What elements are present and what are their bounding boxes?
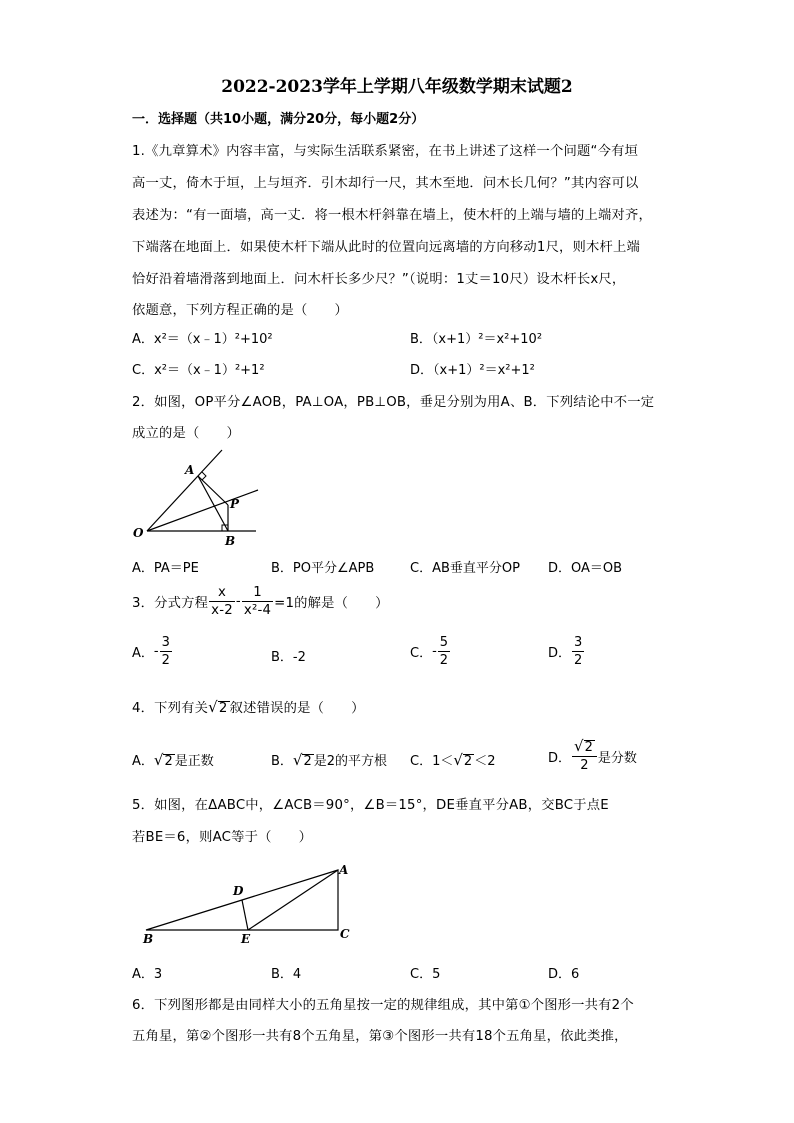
q1-option-d[interactable]: D．（x+1）²＝x²+1² — [410, 363, 535, 378]
figure-label-a: A — [185, 463, 195, 477]
inequality-right: ＜2 — [474, 754, 496, 769]
sqrt-icon: √ — [208, 698, 218, 716]
radicand: 2 — [164, 754, 173, 769]
sqrt-icon: √ — [574, 737, 584, 755]
q4-option-d[interactable] — [548, 738, 637, 774]
q3-stem-prefix: 3．分式方程 — [132, 596, 209, 611]
q3-option-c[interactable] — [410, 634, 451, 669]
q4-option-c[interactable] — [410, 750, 495, 769]
q2-line: 2．如图，OP平分∠AOB，PA⊥OA，PB⊥OB，垂足分别为用A、B．下列结论中不一定 — [132, 395, 655, 410]
option-fraction — [438, 634, 450, 669]
q4-stem — [132, 697, 365, 716]
fraction-denominator: 2 — [580, 758, 589, 773]
figure-label-a: A — [339, 863, 349, 877]
q1-line: 依题意，下列方程正确的是（ ） — [132, 303, 348, 318]
q5-option-b[interactable]: B．4 — [271, 967, 302, 982]
q2-option-b[interactable]: B．PO平分∠APB — [271, 561, 375, 576]
radicand: 2 — [584, 740, 593, 755]
q3-fraction-1 — [209, 584, 235, 619]
fraction-numerator: 3 — [161, 635, 170, 650]
figure-label-e: E — [241, 932, 251, 946]
fraction-numerator: 3 — [574, 635, 583, 650]
option-letter: B． — [271, 754, 293, 769]
q5-option-c[interactable]: C．5 — [410, 967, 441, 982]
option-fraction — [160, 634, 172, 669]
q3-option-d[interactable] — [548, 634, 585, 669]
fraction-denominator: x²-4 — [243, 603, 272, 618]
fraction-numerator: x — [209, 584, 235, 602]
q2-option-d[interactable]: D．OA＝OB — [548, 561, 623, 576]
q1-option-b[interactable]: B．（x+1）²＝x²+10² — [410, 332, 543, 347]
option-letter: D． — [548, 750, 572, 766]
q3-option-b[interactable] — [271, 646, 306, 665]
option-text: 是2的平方根 — [313, 754, 388, 769]
page-title: 2022-2023学年上学期八年级数学期末试题2 — [221, 77, 573, 97]
sqrt-icon: √ — [453, 751, 463, 769]
q3-stem — [132, 584, 389, 619]
figure-label-o: O — [133, 526, 144, 540]
option-letter: A． — [132, 646, 154, 661]
q5-line: 5．如图，在ΔABC中，∠ACB＝90°，∠B＝15°，DE垂直平分AB，交BC于点E — [132, 798, 609, 813]
q1-option-a[interactable]: A．x²＝（x﹣1）²+10² — [132, 332, 273, 347]
q6-line: 6．下列图形都是由同样大小的五角星按一定的规律组成，其中第①个图形一共有2个 — [132, 998, 634, 1013]
q1-line: 表述为：“有一面墙，高一丈．将一根木杆斜靠在墙上，使木杆的上端与墙的上端对齐， — [132, 208, 652, 223]
q4-option-b[interactable] — [271, 750, 387, 769]
q4-option-a[interactable] — [132, 750, 214, 769]
q6-line: 五角星，第②个图形一共有8个五角星，第③个图形一共有18个五角星，依此类推， — [132, 1029, 628, 1044]
figure-label-d: D — [233, 884, 244, 898]
q3-option-a[interactable] — [132, 634, 173, 669]
section-heading: 一．选择题（共10小题，满分20分，每小题2分） — [132, 112, 425, 127]
q4-stem-prefix: 4．下列有关 — [132, 701, 209, 716]
option-text: 是分数 — [597, 750, 637, 766]
sqrt-icon: √ — [153, 751, 164, 769]
option-letter: C． — [410, 646, 433, 661]
q3-fraction-2 — [242, 584, 273, 619]
fraction-denominator: 2 — [439, 653, 449, 668]
minus-sign: - — [235, 594, 241, 609]
option-fraction — [572, 738, 597, 774]
option-text: 是正数 — [174, 754, 214, 769]
fraction-numerator — [572, 738, 597, 757]
figure-label-p: P — [230, 497, 240, 511]
minus-sign: - — [153, 644, 159, 659]
q1-line: 下端落在地面上．如果使木杆下端从此时的位置向远离墙的方向移动1尺，则木杆上端 — [132, 240, 641, 255]
option-value: -2 — [292, 650, 306, 665]
fraction-numerator: 5 — [439, 635, 449, 650]
fraction-numerator: 1 — [242, 584, 273, 602]
q2-option-c[interactable]: C．AB垂直平分OP — [410, 561, 520, 576]
fraction-denominator: 2 — [161, 653, 170, 668]
q2-figure — [130, 448, 270, 548]
option-letter: B． — [271, 650, 293, 665]
figure-label-c: C — [340, 927, 350, 941]
radicand: 2 — [303, 754, 312, 769]
q2-option-a[interactable]: A．PA＝PE — [132, 561, 199, 576]
q3-stem-suffix: =1的解是（ ） — [274, 596, 389, 611]
minus-sign: - — [432, 644, 437, 659]
q5-figure — [138, 860, 358, 950]
sqrt-icon: √ — [292, 751, 303, 769]
inequality-left: 1＜ — [432, 754, 454, 769]
option-letter: D． — [548, 646, 572, 661]
q2-line: 成立的是（ ） — [132, 426, 240, 441]
fraction-denominator: x-2 — [211, 603, 233, 618]
q1-line: 恰好沿着墙滑落到地面上．问木杆长多少尺？”（说明：1丈＝10尺）设木杆长x尺， — [132, 272, 626, 287]
q5-line: 若BE＝6，则AC等于（ ） — [132, 830, 313, 845]
option-letter: A． — [132, 754, 154, 769]
q1-line: 1.《九章算术》内容丰富，与实际生活联系紧密，在书上讲述了这样一个问题“今有垣 — [132, 144, 639, 159]
q1-option-c[interactable]: C．x²＝（x﹣1）²+1² — [132, 363, 265, 378]
option-fraction — [572, 634, 584, 669]
q4-stem-suffix: 叙述错误的是（ ） — [229, 701, 365, 716]
figure-label-b: B — [225, 534, 236, 548]
q5-option-a[interactable]: A．3 — [132, 967, 163, 982]
figure-label-b: B — [143, 932, 154, 946]
fraction-denominator: 2 — [574, 653, 583, 668]
q1-line: 高一丈，倚木于垣，上与垣齐．引木却行一尺，其木至地．问木长几何？”其内容可以 — [132, 176, 639, 191]
radicand: 2 — [463, 754, 473, 769]
option-letter: C． — [410, 754, 433, 769]
q5-option-d[interactable]: D．6 — [548, 967, 580, 982]
radicand: 2 — [218, 701, 228, 716]
